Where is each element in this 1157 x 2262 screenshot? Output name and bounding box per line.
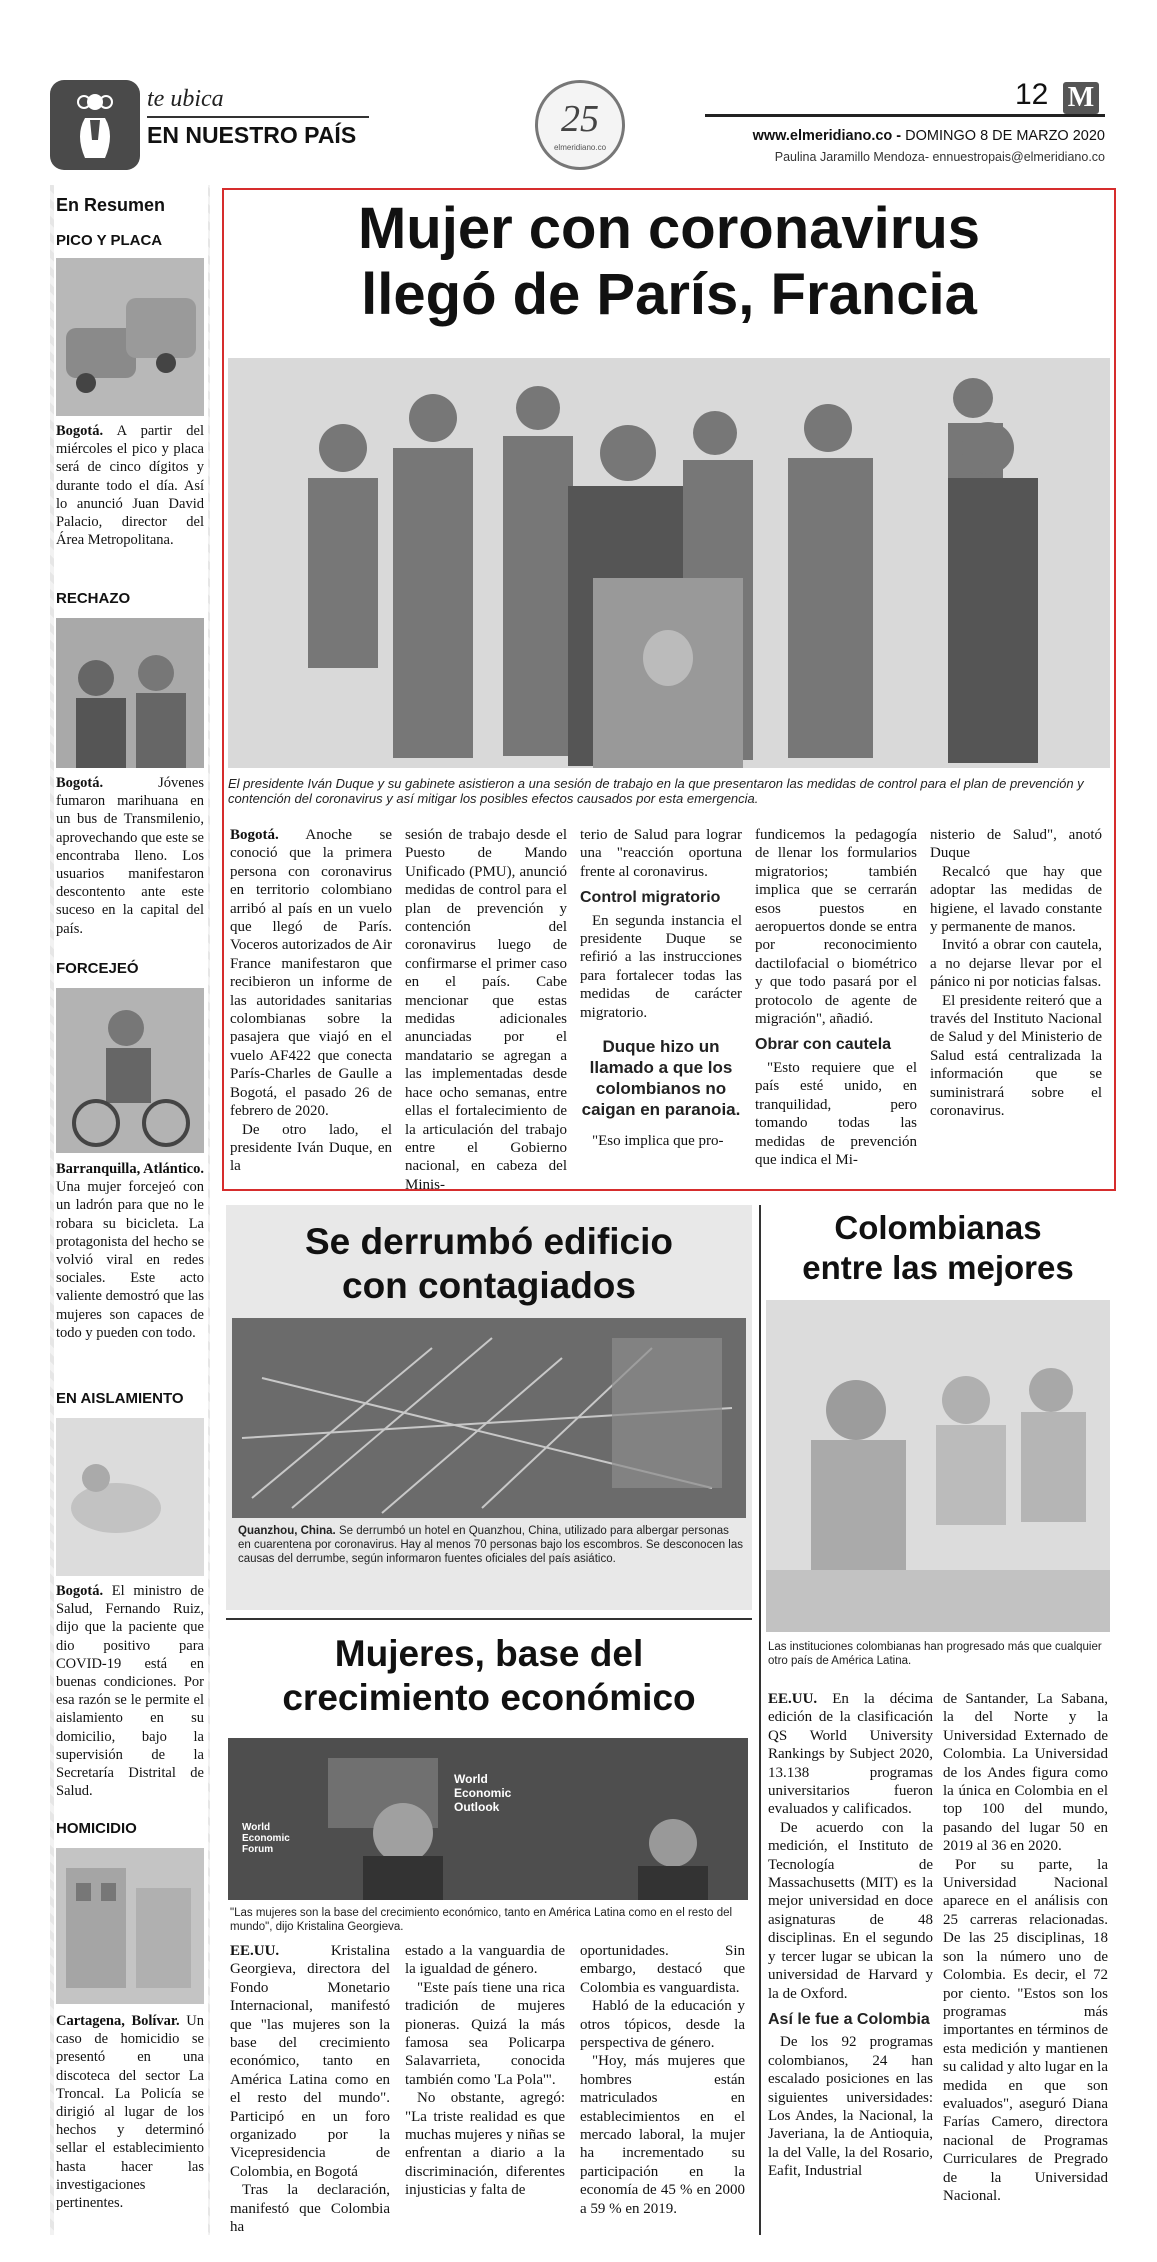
building-headline-line2: con contagiados [342,1265,636,1306]
sidebar-title: En Resumen [56,195,166,215]
women-photo-sign-1: World Economic Forum [242,1822,290,1855]
colombianas-body-text: En la décima edición de la clasificación QS World University Rankings by Subject 2020, 13.138 programas universitarios fueron evaluados y calificados. [768,1691,934,1818]
page-number: 12 [1015,78,1049,111]
building-headline-line1: Se derrumbó edificio [304,1221,673,1262]
colombianas-headline-line1: Colombianas [834,1209,1042,1246]
header-dateline [720,128,1105,144]
main-col-3 [580,826,742,1150]
colombianas-headline [766,1208,1110,1288]
sidebar-city: Bogotá. [56,775,104,791]
sidebar-city: Barranquilla, Atlántico. [56,1161,204,1177]
sidebar-photo-traffic [56,258,204,416]
sidebar-body: El ministro de Salud, Fernando Ruiz, dijo que la paciente que dio positivo para COVID-19 está en buenas condiciones. Por esa razón se le permite el aislamiento en su domicilio, bajo la supervisión de la Secretaría Distrital de Salud. [56,1583,204,1800]
women-body-text: "Este país tiene una rica tradición de mujeres pioneras. Quizá la más famosa sea Policarpa Salavarrieta, conocida también como 'La Pola'". [405,1979,565,2088]
women-body-text: oportunidades. Sin embargo, destacó que Colombia es vanguardista. [580,1943,745,1996]
sidebar-city: Bogotá. [56,423,104,439]
main-body-text: En segunda instancia el presidente Duque se refirió a las instrucciones para fortalecer todas las medidas de carácter migratorio. [580,912,742,1021]
sidebar-city: Bogotá. [56,1583,104,1599]
main-subhead: Obrar con cautela [755,1036,892,1054]
column-divider [759,1205,761,2235]
meridiano-logo [1063,82,1099,114]
sidebar-text-forcejeo [56,1160,204,1342]
women-headline-line2: crecimiento económico [282,1677,696,1718]
sidebar-photo-bicycle [56,988,204,1153]
sidebar-text-aislamiento [56,1582,204,1800]
building-photo [232,1318,746,1518]
sidebar-city: Cartagena, Bolívar. [56,2013,180,2029]
section-title: EN NUESTRO PAÍS [147,122,357,148]
sidebar-head-forcejeo: FORCEJEÓ [56,960,139,977]
women-headline [226,1632,752,1720]
main-photo [228,358,1110,768]
header-credits: Paulina Jaramillo Mendoza- ennuestropais@elmeridiano.co [774,150,1105,164]
section-divider [226,1618,752,1620]
main-headline-line1: Mujer con coronavirus [357,196,981,261]
main-dateline: Bogotá. [230,827,279,843]
colombianas-col-1 [768,1690,933,2181]
colombianas-caption: Las instituciones colombianas han progresado más que cualquier otro país de América Latina. [768,1641,1102,1667]
women-photo [228,1738,748,1900]
women-caption: "Las mujeres son la base del crecimiento económico, tanto en América Latina como en el resto del mundo", dijo Kristalina Georgieva. [230,1907,733,1933]
section-icon [50,80,140,170]
main-body-text: De otro lado, el presidente Iván Duque, en la [230,1121,392,1175]
sidebar-text-pico [56,422,204,549]
main-subhead: Control migratorio [580,889,721,907]
building-headline [226,1220,752,1308]
site-url: www.elmeridiano.co - [752,128,902,144]
main-body-text: El presidente reiteró que a través del Instituto Nacional de Salud y del Ministerio de Salud está centralizada la información que se suministrará sobre el coronavirus. [930,992,1102,1120]
sidebar-body: A partir del miércoles el pico y placa será de cinco dígitos y durante todo el día. Así lo anunció Juan David Palacio, director del Área Metropolitana. [56,423,204,549]
sidebar-text-rechazo [56,774,204,938]
page-header [0,0,1157,185]
anniversary-seal [535,80,625,170]
main-col-2 [405,826,567,1194]
sidebar-body: Un caso de homicidio se presentó en una discoteca del sector La Troncal. La Policía se dirigió al lugar de los hechos y determinó sellar el establecimiento hasta hacer las investigaciones pertinentes. [56,2013,204,2212]
sidebar-body: Una mujer forcejeó con un ladrón para que no le robara su bicicleta. La protagonista del hecho se volvió viral en redes sociales. Este acto valiente demostró que las mujeres son capaces de todo y pueden con todo. [56,1179,204,1341]
women-col-3 [580,1942,745,2218]
colombianas-headline-line2: entre las mejores [802,1249,1074,1286]
main-body-text: Anoche se conoció que la primera persona con coronavirus en territorio colombiano arribó al país en un vuelo que llegó de París. Voceros autorizados de Air France manifestaron que recibieron un informe de las autoridades sanitarias colombianas sobre la pasajera que viajó en el vuelo AF422 que conecta París-Charles de Gaulle a Bogotá, el pasado 26 de febrero de 2020. [230,827,392,1120]
sidebar-head-rechazo: RECHAZO [56,590,131,607]
main-body-text: "Eso implica que pro- [592,1133,724,1150]
women-col-2 [405,1942,565,2200]
women-photo-sign-2: World Economic Outlook [454,1772,512,1814]
main-col-4 [755,826,917,1169]
colombianas-col-2 [943,1690,1108,2205]
colombianas-body-text: de Santander, La Sabana, la del Norte y la Universidad Externado de Colombia. La Universidad de los Andes figura como la única en Colombia en el top 100 del mundo, pasando del lugar 50 en 2019 al 36 en 2020. [943,1691,1108,1855]
sidebar-head-aislamiento: EN AISLAMIENTO [56,1390,184,1407]
main-photo-caption: El presidente Iván Duque y su gabinete asistieron a una sesión de trabajo en la que presentaron las medidas de control para el plan de prevención y contención del coronavirus y así mitigar los posibles efectos causados por esta emergencia. [228,776,1084,806]
colombianas-body-text: De los 92 programas colombianos, 24 han escalado posiciones en las siguientes universidades: Los Andes, la Nacional, la Javeriana, la de Antioquia, la del Valle, la del Rosario, Eafit, Industrial [768,2034,933,2180]
sidebar-photo-bus [56,618,204,768]
seal-text: elmeridiano.co [553,143,607,152]
main-headline-line2: llegó de París, Francia [361,262,977,327]
sidebar-text-homicidio [56,2012,204,2212]
logo-letter: M [1067,82,1095,113]
seal-number: 25 [561,98,599,140]
building-caption-dateline: Quanzhou, China. [238,1525,336,1537]
sidebar-photo-street [56,1848,204,2004]
main-body-text: sesión de trabajo desde el Puesto de Mando Unificado (PMU), anunció medidas de control para el plan de prevención y contención del coronavirus luego de confirmarse el primer caso en el país. Cabe mencionar que estas medidas adicionales anunciadas por el mandatario se agregan a las implementadas desde hace ocho semanas, entre ellas el fortalecimiento de la articulación del trabajo entre el Gobierno nacional, en cabeza del Minis- [405,827,567,1193]
main-body-text: nisterio de Salud", anotó Duque [930,827,1102,862]
colombianas-body-text: Por su parte, la Universidad Nacional aparece en el análisis con 25 carreras relacionadas. De las 25 disciplinas, 18 son la número uno de Colombia. Es decir, el 72 por ciento. "Estos son los programas más importantes en términos de esta medición y mantienen su calidad y alto lugar en la medida en que son evaluados", aseguró Diana Farías Camero, directora nacional de Programas Curriculares de Pregrado de la Universidad Nacional. [943,1856,1108,2204]
women-body-text: estado a la vanguardia de la igualdad de género. [405,1943,565,1978]
colombianas-photo [766,1300,1110,1632]
sidebar-body: Jóvenes fumaron marihuana en un bus de Transmilenio, aprovechando que este se encontraba lleno. Los usuarios manifestaron descontento ante este suceso en la capital del país. [56,775,204,937]
main-body-text: "Esto requiere que el país esté unido, en tranquilidad, pero tomando todas las medidas de prevención que indica el Mi- [755,1059,917,1168]
main-body-text: Recalcó que hay que adoptar las medidas de higiene, el lavado constante y permanente de manos. [930,863,1102,936]
sidebar-photo-patient [56,1418,204,1576]
sidebar-head-pico: PICO Y PLACA [56,232,163,249]
colombianas-subhead: Así le fue a Colombia [768,2010,930,2028]
sidebar-head-homicidio: HOMICIDIO [56,1820,137,1837]
header-rule-left [147,116,369,118]
women-body-text: Kristalina Georgieva, directora del Fondo Monetario Internacional, manifestó que "las mujeres son la base del crecimiento económico, tanto en América Latina como en el resto del mundo". Participó en un foro organizado por la Vicepresidencia de Colombia, en Bogotá [230,1943,390,2180]
women-body-text: Habló de la educación y otros tópicos, desde la perspectiva de género. [580,1998,745,2052]
women-dateline: EE.UU. [230,1943,280,1959]
women-body-text: No obstante, agregó: "La triste realidad es que muchas mujeres y niñas se enfrentan a diario a la discriminación, diferentes injusticias y falta de [405,2090,565,2199]
building-caption-text: Se derrumbó un hotel en Quanzhou, China, utilizado para albergar personas en cuarentena por coronavirus. Hay al menos 70 personas bajo los escombros. Se desconocen las causas del derrumbe, según informaron fuentes oficiales del país asiático. [238,1525,744,1565]
women-body-text: "Hoy, más mujeres que hombres están matriculados en establecimientos en el mercado laboral, la mujer ha incrementado su participación en la economía de 45 % en 2000 a 59 % en 2019. [580,2053,745,2217]
main-pull-quote: Duque hizo un llamado a que los colombianos no caigan en paranoia. [581,1037,741,1120]
building-caption [238,1524,744,1566]
main-headline [226,196,1112,328]
main-body-text: Invitó a obrar con cautela, a no dejarse llevar por el pánico ni por noticias falsas. [930,937,1102,991]
main-col-1 [230,826,392,1176]
header-rule-right [705,114,1105,117]
main-body-text: terio de Salud para lograr una "reacción oportuna frente al coronavirus. [580,827,742,880]
section-kicker: te ubica [147,86,224,112]
colombianas-dateline: EE.UU. [768,1691,818,1707]
women-headline-line1: Mujeres, base del [334,1633,644,1674]
issue-date: DOMINGO 8 DE MARZO 2020 [905,128,1105,144]
colombianas-body-text: De acuerdo con la medición, el Instituto de Tecnología de Massachusetts (MIT) es la mejor universidad en doce asignaturas de 48 disciplinas. En el segundo y tercer lugar se ubican la universidad de Harvard y la de Oxford. [768,1819,933,2002]
women-body-text: Tras la declaración, manifestó que Colombia ha [230,2182,390,2236]
main-body-text: fundicemos la pedagogía de llenar los formularios migratorios; también implica que se cerrarán esos puestos en aeropuertos donde se entra por reconocimiento dactilofacial o biométrico y que todo pasará por el protocolo de agente de migración", añadió. [755,827,917,1028]
women-col-1 [230,1942,390,2237]
main-col-5 [930,826,1102,1121]
